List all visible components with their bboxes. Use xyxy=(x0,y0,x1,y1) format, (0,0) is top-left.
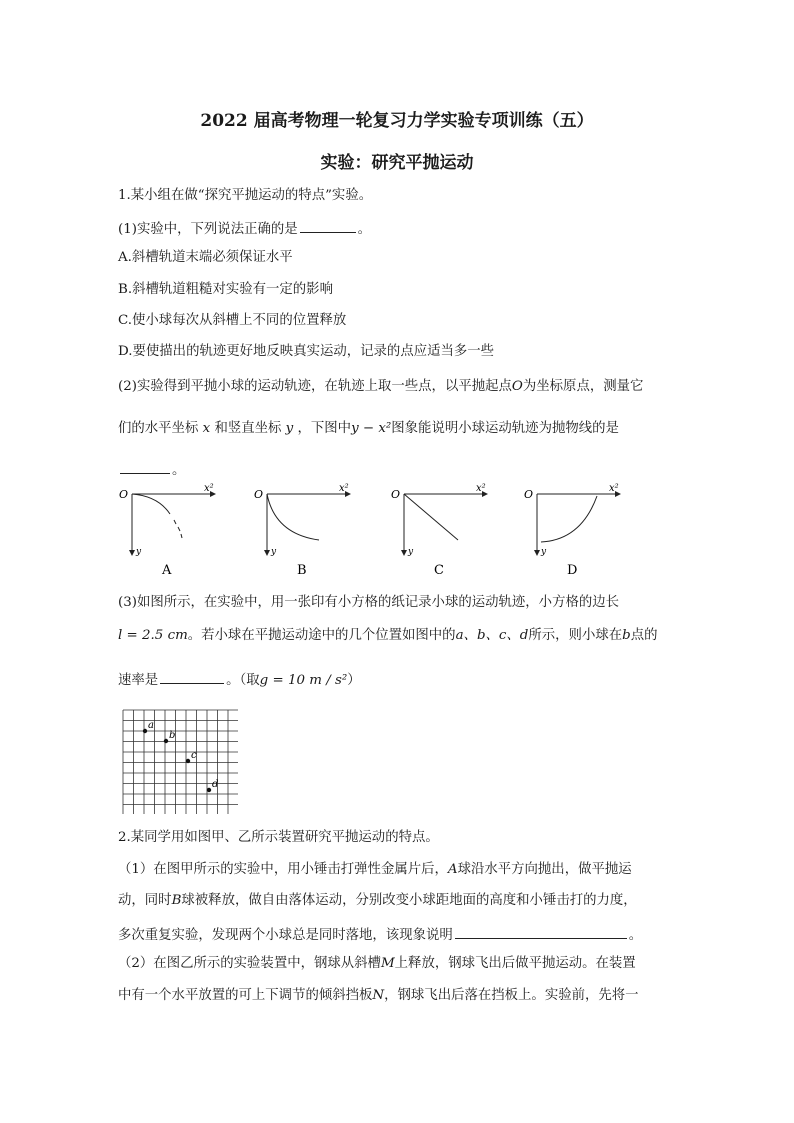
q1-option-a: A.斜槽轨道末端必须保证水平 xyxy=(118,250,293,265)
graphs-row xyxy=(118,482,638,582)
q1-part1-text: (1)实验中，下列说法正确的是 xyxy=(118,222,298,237)
origin-symbol: O xyxy=(511,379,523,394)
document-subtitle: 实验：研究平抛运动 xyxy=(320,153,474,173)
graph-b-ylabel: y xyxy=(271,547,277,557)
y-symbol: y xyxy=(285,421,294,436)
grid-label-b: b xyxy=(169,730,176,741)
q1-option-c: C.使小球每次从斜槽上不同的位置释放 xyxy=(118,313,347,328)
grid-label-d: d xyxy=(212,779,219,790)
q2-p1-text-c: 动，同时 xyxy=(118,893,172,908)
grid-point-c xyxy=(186,759,190,763)
q2-stem: 2.某同学用如图甲、乙所示装置研究平抛运动的特点。 xyxy=(118,830,439,845)
point-b-symbol: b xyxy=(622,628,631,643)
y-x2-expression: y − x² xyxy=(351,421,392,436)
graph-d-origin: O xyxy=(524,488,534,501)
q1-part3-text-d: 速率是 xyxy=(118,673,159,688)
q2-p2-line2 xyxy=(118,987,678,1005)
q1-part3-text-e: 。（取 xyxy=(226,673,260,688)
q1-stem: 1.某小组在做“探究平抛运动的特点”实验。 xyxy=(118,188,373,203)
answer-blank-1[interactable] xyxy=(300,218,356,233)
graph-a-ylabel: y xyxy=(136,547,142,557)
grid-label-a: a xyxy=(148,720,154,731)
q2-p1-text-d: 球被释放，做自由落体运动，分别改变小球距地面的高度和小锤击打的力度， xyxy=(181,893,637,908)
graph-a-label: A xyxy=(162,563,172,578)
ball-a-symbol: A xyxy=(447,862,458,877)
board-n-symbol: N xyxy=(372,988,385,1003)
document-title: 2022 届高考物理一轮复习力学实验专项训练（五） xyxy=(200,111,594,131)
trajectory-grid[interactable] xyxy=(118,704,238,814)
graph-d-label: D xyxy=(567,563,578,578)
q2-p1-line1 xyxy=(118,861,678,879)
ball-b-symbol: B xyxy=(171,893,182,908)
graph-d-ylabel: y xyxy=(541,547,547,557)
q1-part3-text-b: 所示，则小球在 xyxy=(528,628,623,643)
q1-part1-end: 。 xyxy=(357,222,372,237)
graph-c-xlabel: x² xyxy=(476,483,486,494)
q2-p2-text-d: ，钢球飞出后落在挡板上。实验前，先将一 xyxy=(384,988,639,1003)
graph-c-origin: O xyxy=(391,488,401,501)
q1-part2-line2 xyxy=(118,420,678,438)
q1-part3-text-f: ） xyxy=(347,673,361,688)
q2-p2-text-a: （2）在图乙所示的实验装置中，钢球从斜槽 xyxy=(118,956,381,971)
graph-a-origin: O xyxy=(119,488,129,501)
q2-p1-line2 xyxy=(118,892,678,910)
gravity-expression: g = 10 m / s² xyxy=(259,673,348,688)
graph-c-label: C xyxy=(434,563,444,578)
slope-m-symbol: M xyxy=(380,956,395,971)
q2-p1-line3 xyxy=(118,924,678,945)
q2-p2-line1 xyxy=(118,955,678,973)
grid-label-c: c xyxy=(191,750,197,761)
q1-part2-text-b: 为坐标原点，测量它 xyxy=(522,379,644,394)
graph-b[interactable] xyxy=(253,482,353,582)
grid-point-a xyxy=(143,729,147,733)
answer-blank-3[interactable] xyxy=(160,669,224,684)
grid-length-expression: l = 2.5 cm xyxy=(118,628,188,643)
grid-point-b xyxy=(164,739,168,743)
graph-d-xlabel: x² xyxy=(609,483,619,494)
q1-option-d: D.要使描出的轨迹更好地反映真实运动，记录的点应适当多一些 xyxy=(118,344,495,359)
q1-part3-text-a: 。若小球在平抛运动途中的几个位置如图中的 xyxy=(187,628,456,643)
graph-c-ylabel: y xyxy=(408,547,414,557)
q2-p1-text-a: （1）在图甲所示的实验中，用小锤击打弹性金属片后， xyxy=(118,862,448,877)
q2-p1-end: 。 xyxy=(628,928,643,943)
answer-blank-4[interactable] xyxy=(455,924,627,939)
q1-part2-end: 。 xyxy=(172,463,186,478)
q1-part2-line1 xyxy=(118,378,678,396)
q1-part1 xyxy=(118,218,678,239)
answer-blank-2[interactable] xyxy=(120,459,170,474)
x-symbol: x xyxy=(202,421,211,436)
q1-part2-line3 xyxy=(118,459,678,480)
q1-part2-text-c: 们的水平坐标 xyxy=(118,421,199,436)
graph-d[interactable] xyxy=(523,482,623,582)
q1-option-b: B.斜槽轨道粗糙对实验有一定的影响 xyxy=(118,282,333,297)
graph-b-origin: O xyxy=(254,488,264,501)
grid-point-d xyxy=(207,788,211,792)
q1-part2-text-d: 和竖直坐标 xyxy=(214,421,282,436)
q1-part3-text-c: 点的 xyxy=(630,628,658,643)
q2-p1-text-e: 多次重复实验，发现两个小球总是同时落地，该现象说明 xyxy=(118,928,453,943)
graph-b-label: B xyxy=(297,563,307,578)
q1-part2-text-f: 图象能说明小球运动轨迹为抛物线的是 xyxy=(391,421,619,436)
graph-a[interactable] xyxy=(118,482,218,582)
points-symbols: a、b、c、d xyxy=(455,628,529,643)
q1-part2-text-e: ，下图中 xyxy=(297,421,352,436)
q1-part3-line2 xyxy=(118,627,678,645)
q2-p2-text-c: 中有一个水平放置的可上下调节的倾斜挡板 xyxy=(118,988,373,1003)
graph-a-xlabel: x² xyxy=(204,483,214,494)
q1-part2-text-a: (2)实验得到平抛小球的运动轨迹，在轨迹上取一些点，以平抛起点 xyxy=(118,379,512,394)
q1-part3-line1: (3)如图所示，在实验中，用一张印有小方格的纸记录小球的运动轨迹，小方格的边长 xyxy=(118,595,620,610)
graph-c[interactable] xyxy=(390,482,490,582)
q2-p2-text-b: 上释放，钢球飞出后做平抛运动。在装置 xyxy=(394,956,636,971)
graph-b-xlabel: x² xyxy=(339,483,349,494)
q1-part3-line3 xyxy=(118,669,678,690)
q2-p1-text-b: 球沿水平方向抛出，做平抛运 xyxy=(457,862,632,877)
